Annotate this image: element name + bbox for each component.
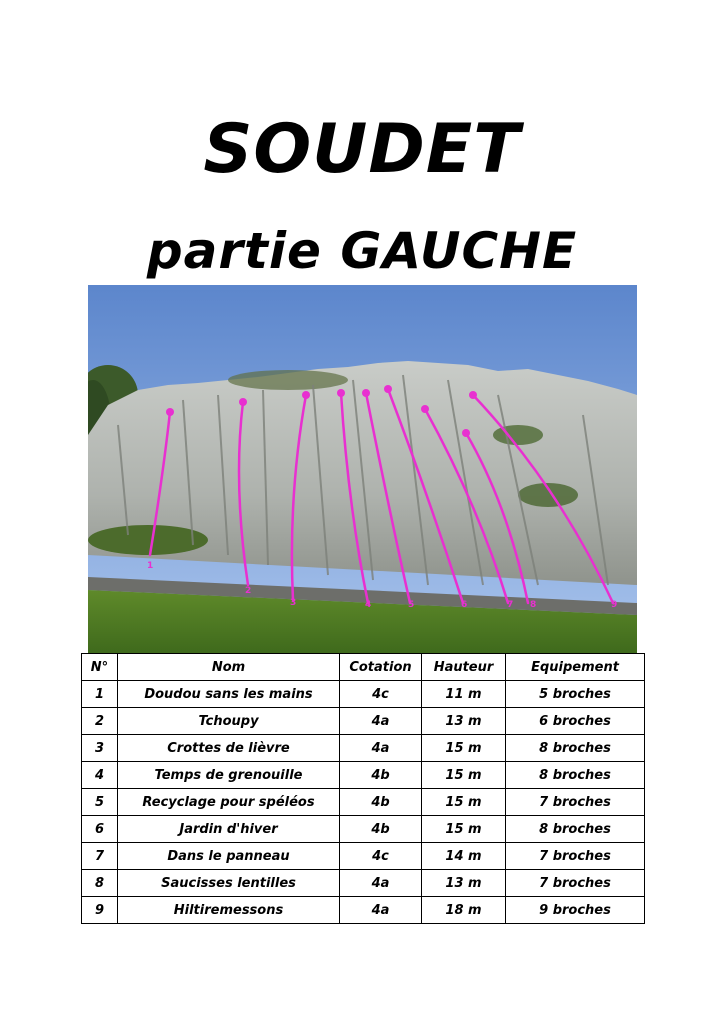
cell-grade: 4a [340,708,422,735]
routes-table [81,653,645,924]
cell-equipment: 7 broches [506,789,645,816]
route-number: 5 [408,600,415,610]
cell-name: Recyclage pour spéléos [118,789,340,816]
cell-grade: 4b [340,789,422,816]
cell-height: 18 m [422,897,506,924]
cell-number: 2 [82,708,118,735]
route-number: 2 [245,586,252,596]
cell-name: Dans le panneau [118,843,340,870]
cell-equipment: 8 broches [506,762,645,789]
cell-number: 9 [82,897,118,924]
cell-name: Hiltiremessons [118,897,340,924]
cell-number: 7 [82,843,118,870]
cell-grade: 4a [340,897,422,924]
cell-number: 5 [82,789,118,816]
cell-height: 15 m [422,762,506,789]
route-number: 8 [530,600,537,610]
table-row [82,708,645,735]
route-number: 7 [507,600,514,610]
route-number: 4 [365,600,372,610]
table-row [82,789,645,816]
header-number: N° [82,654,118,681]
table-row [82,843,645,870]
cell-grade: 4a [340,735,422,762]
cell-height: 15 m [422,789,506,816]
cell-grade: 4a [340,870,422,897]
table-row [82,897,645,924]
cell-grade: 4c [340,843,422,870]
cell-grade: 4c [340,681,422,708]
route-number: 1 [147,561,154,571]
route-number: 6 [461,600,468,610]
cell-number: 4 [82,762,118,789]
cell-number: 8 [82,870,118,897]
crag-photo [88,285,637,653]
table-row [82,762,645,789]
cell-name: Doudou sans les mains [118,681,340,708]
route-number: 9 [611,600,618,610]
cell-equipment: 5 broches [506,681,645,708]
cell-height: 13 m [422,708,506,735]
table-row [82,735,645,762]
cell-height: 13 m [422,870,506,897]
cell-equipment: 8 broches [506,816,645,843]
cell-grade: 4b [340,762,422,789]
header-equipment: Equipement [506,654,645,681]
table-header-row [82,654,645,681]
cell-height: 15 m [422,735,506,762]
page-title: SOUDET [203,110,521,189]
table-row [82,816,645,843]
route-number: 3 [290,598,297,608]
cell-height: 15 m [422,816,506,843]
table-row [82,870,645,897]
cell-name: Tchoupy [118,708,340,735]
page-subtitle: partie GAUCHE [146,222,578,280]
cell-height: 14 m [422,843,506,870]
header-grade: Cotation [340,654,422,681]
cell-name: Jardin d'hiver [118,816,340,843]
header-height: Hauteur [422,654,506,681]
cell-name: Crottes de lièvre [118,735,340,762]
cell-equipment: 6 broches [506,708,645,735]
cell-number: 1 [82,681,118,708]
cell-grade: 4b [340,816,422,843]
cell-number: 6 [82,816,118,843]
cell-name: Saucisses lentilles [118,870,340,897]
cell-equipment: 7 broches [506,843,645,870]
cell-equipment: 8 broches [506,735,645,762]
table-row [82,681,645,708]
cell-equipment: 7 broches [506,870,645,897]
cell-equipment: 9 broches [506,897,645,924]
cell-number: 3 [82,735,118,762]
cell-name: Temps de grenouille [118,762,340,789]
header-name: Nom [118,654,340,681]
cell-height: 11 m [422,681,506,708]
